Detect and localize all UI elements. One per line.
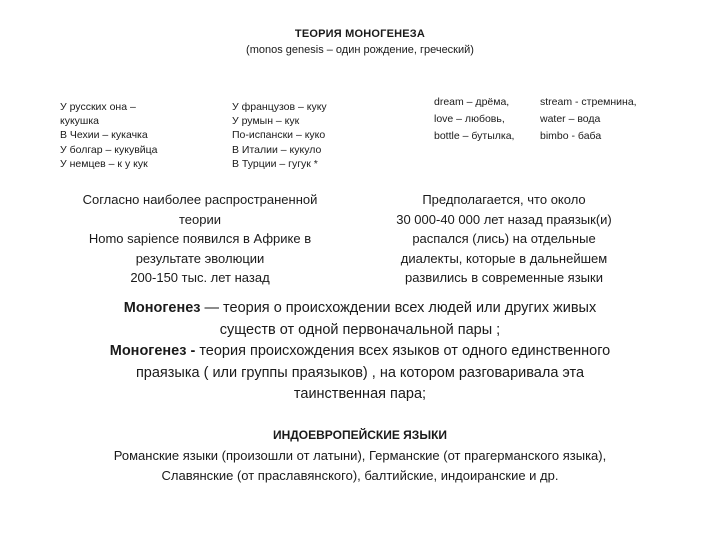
definition-line: праязыка ( или группы праязыков) , на котором разговаривала эта: [135, 364, 585, 381]
definition-text: — теория о происхождении всех людей или других живых: [200, 300, 597, 316]
list-item: В Чехии – кукачка: [60, 129, 148, 142]
cuckoo-list-left: [60, 100, 158, 171]
definition-line: [0, 298, 720, 320]
indo-european-heading: ИНДОЕВРОПЕЙСКИЕ ЯЗЫКИ: [272, 428, 448, 442]
definition-line: таинственная пара;: [293, 386, 427, 402]
text-line: развились в современные языки: [405, 270, 603, 285]
page-subtitle: (monos genesis – один рождение, греческий): [246, 44, 474, 56]
word-pair-row: [434, 128, 637, 145]
text-line: Homo sapience появился в Африке в: [88, 231, 312, 246]
list-item: У французов – куку: [232, 101, 327, 113]
word-pair-a: bottle – бутылка,: [434, 130, 515, 142]
term-bold: Моногенез -: [109, 343, 196, 359]
text-line: Согласно наиболее распространенной: [82, 192, 318, 207]
word-pair-a: dream – дрёма,: [434, 96, 510, 108]
indo-european-text: [0, 446, 720, 485]
list-item: По-испански – куко: [232, 129, 326, 142]
list-item: В Италии – кукуло: [232, 143, 322, 156]
list-item: У немцев – к у кук: [60, 157, 148, 170]
word-pair-a: love – любовь,: [434, 113, 505, 125]
text-line: 30 000-40 000 лет назад праязык(и): [396, 211, 612, 227]
text-line: Славянские (от праславянского), балтийские, индоиранские и др.: [161, 467, 559, 483]
word-pair-row: [434, 111, 637, 128]
list-item: В Турции – гугук *: [232, 157, 318, 170]
list-item: У русских она –: [60, 101, 136, 113]
text-line: Предполагается, что около: [422, 192, 586, 207]
word-pair-row: [434, 94, 637, 111]
text-line: Романские языки (произошли от латыни), Германские (от прагерманского языка),: [113, 448, 607, 463]
term-bold: Моногенез: [123, 300, 201, 316]
monogenesis-definitions: [0, 298, 720, 406]
word-pair-b: bimbo - баба: [540, 130, 602, 142]
text-line: 200-150 тыс. лет назад: [130, 270, 270, 285]
definition-line: [0, 341, 720, 363]
definition-line: существ от одной первоначальной пары ;: [219, 321, 501, 338]
cuckoo-list-right: [232, 100, 327, 171]
africa-theory-block: [55, 190, 345, 288]
word-pair-b: water – вода: [540, 113, 601, 125]
word-pairs: [434, 94, 637, 145]
text-line: результате эволюции: [135, 250, 265, 266]
definition-text: теория происхождения всех языков от одного единственного: [195, 343, 611, 359]
word-pair-b: stream - стремнина,: [540, 96, 637, 108]
protolanguage-block: [364, 190, 644, 288]
page-title: ТЕОРИЯ МОНОГЕНЕЗА: [294, 28, 426, 40]
text-line: распался (лись) на отдельные: [412, 231, 596, 246]
list-item: У румын – кук: [232, 115, 300, 128]
text-line: теории: [178, 211, 222, 227]
list-item: кукушка: [60, 115, 100, 128]
text-line: диалекты, которые в дальнейшем: [400, 250, 608, 266]
list-item: У болгар – кукувйца: [60, 143, 158, 156]
